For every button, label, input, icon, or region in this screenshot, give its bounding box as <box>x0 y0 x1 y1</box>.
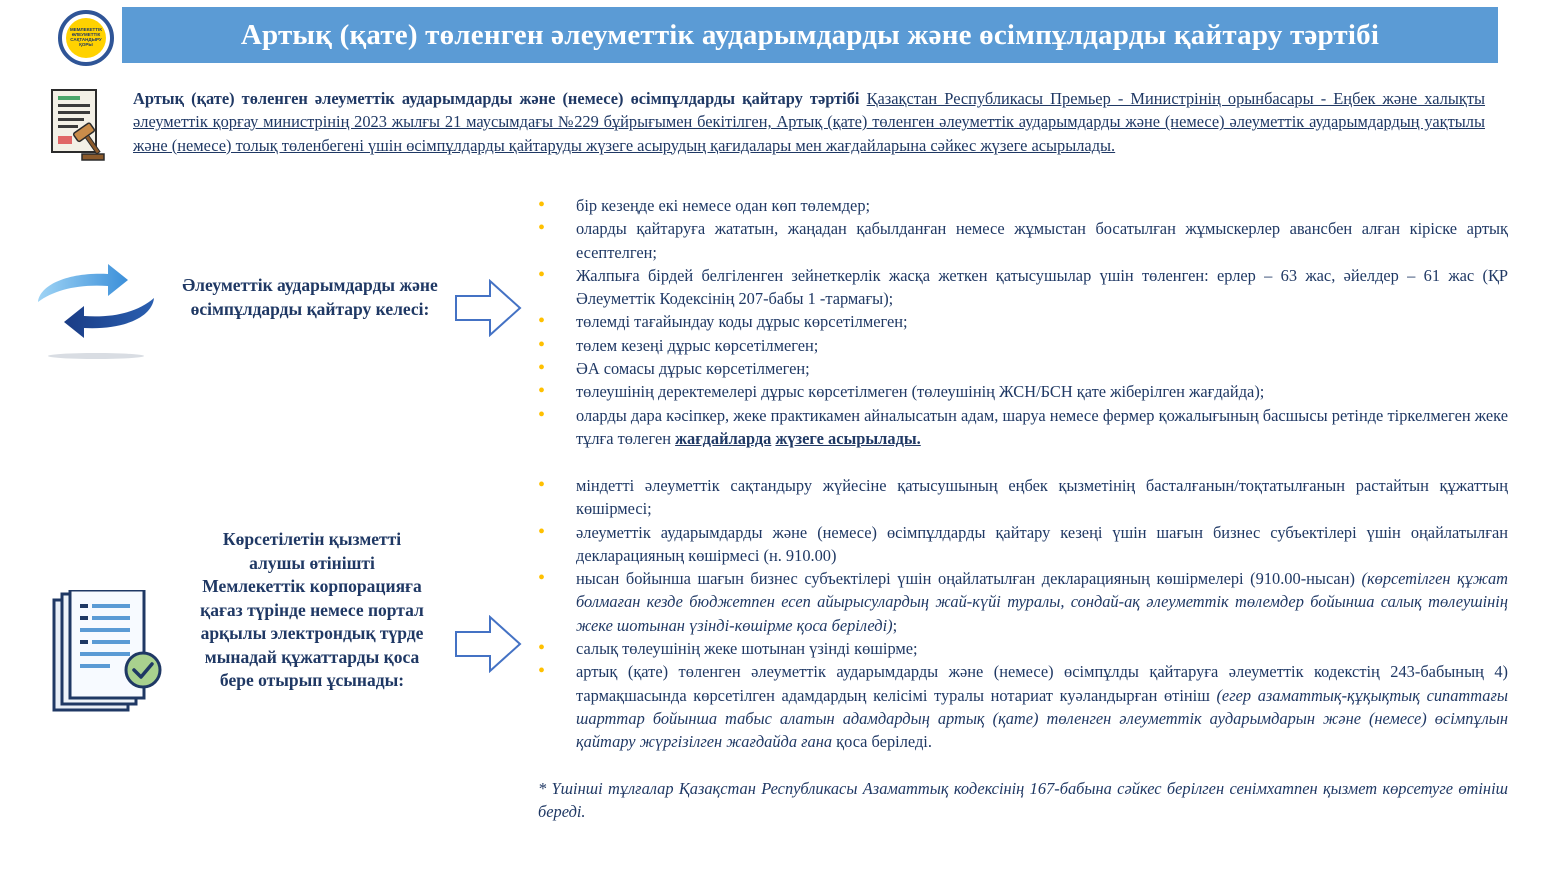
bullet-icon: • <box>538 380 546 403</box>
bullet-icon: • <box>538 263 546 286</box>
emphasis-text: жағдайларда <box>675 428 772 448</box>
list-item: • салық төлеушінің жеке шотынан үзінді көшірме; <box>538 637 918 660</box>
documents-checkmark-icon <box>50 590 165 715</box>
footnote: * Үшінші тұлғалар Қазақстан Республикасы Азаматтық кодексінің 167-бабына сәйкес берілген сенімхатпен қызмет көрсетуге өтініш береді. <box>538 779 1508 822</box>
intro-paragraph <box>133 87 1485 157</box>
bullet-icon: • <box>538 194 546 216</box>
bullet-icon: • <box>538 333 546 356</box>
section2-list <box>538 474 1508 754</box>
section1-list <box>538 194 1508 450</box>
right-arrow-outline-icon <box>454 615 522 673</box>
list-item: • оларды қайтаруға жататын, жаңадан қабылданған немесе жұмыстан босатылған жұмыскерлер авансбен алған кіріске артық есептелген; <box>538 217 1508 262</box>
list-item: • бір кезеңде екі немесе одан көп төлемдер; <box>538 194 871 216</box>
list-item: • төлемді тағайындау коды дұрыс көрсетілмеген; <box>538 310 908 333</box>
bullet-icon: • <box>538 637 546 660</box>
list-item: • артық (қате) төленген әлеуметтік аударымдарды және (немесе) өсімпұлды қайтаруға әлеуметтік кодекстің 243-бабының 4) тармақшасында көрсетілген адамдардың келісімі туралы нотариат куәландырған өтініш (егер азаматтық-құқықтық сипаттағы шарттар бойынша табыс алатын адамдардың артық (қате) төленген әлеуметтік аударымдарын және (немесе) өсімпұлын қайтару жүргізілген жағдайда ғана қоса беріледі. <box>538 660 1508 752</box>
list-item: • төлеушінің деректемелері дұрыс көрсетілмеген (төлеушінің ЖСН/БСН қате жіберілген жағдайда); <box>538 380 1265 403</box>
list-item: • төлем кезеңі дұрыс көрсетілмеген; <box>538 333 819 356</box>
bullet-icon: • <box>538 567 546 590</box>
logo <box>58 10 114 66</box>
bullet-icon: • <box>538 474 546 496</box>
emphasis-text: жүзеге асырылады. <box>775 428 921 448</box>
italic-note: (егер азаматтық-құқықтық сипаттағы шарттар бойынша табыс алатын адамдардың артық (қате) төленген әлеуметтік аударымдарын және (немесе) өсімпұлын қайтару жүргізілген жағдайда ғана <box>576 685 1508 752</box>
list-item: • ӘА сомасы дұрыс көрсетілмеген; <box>538 357 810 380</box>
bullet-icon: • <box>538 403 546 426</box>
page-title: Артық (қате) төленген әлеуметтік аударымдарды және өсімпұлдарды қайтару тәртібі <box>240 18 1380 51</box>
bullet-icon: • <box>538 217 546 240</box>
intro-bold: Артық (қате) төленген әлеуметтік аударымдарды және (немесе) өсімпұлдарды қайтару тәртібі <box>133 89 860 108</box>
italic-note: (көрсетілген құжат болмаған кезде бюджетпен есеп айырысулардың жай-күйі туралы, сондай-ақ әлеуметтік төлемдер бойынша салық төлеушінің жеке шотынан үзінді-көшірме қоса беріледі) <box>576 569 1508 635</box>
list-item: • нысан бойынша шағын бизнес субъектілері үшін оңайлатылған декларацияның көшірмелері (910.00-нысан) (көрсетілген құжат болмаған кезде бюджетпен есеп айырысулардың жай-күйі туралы, сондай-ақ әлеуметтік төлемдер бойынша салық төлеушінің жеке шотынан үзінді-көшірме қоса беріледі); <box>538 567 1508 635</box>
section1-label: Әлеуметтік аударымдарды және өсімпұлдарды қайтару келесі: <box>182 275 438 319</box>
logo-text: МЕМЛЕКЕТТІК ӘЛЕУМЕТТІК САҚТАНДЫРУ ҚОРЫ <box>66 18 106 58</box>
list-item: • Жалпыға бірдей белгіленген зейнеткерлік жасқа жеткен қатысушылар үшін төленген: ерлер – 63 жас, әйелдер – 61 жас (ҚР Әлеуметтік Кодексінің 207-бабы 1 -тармағы); <box>538 263 1508 309</box>
refresh-arrows-icon <box>30 258 160 362</box>
list-item: • оларды дара кәсіпкер, жеке практикамен айналысатын адам, шаруа немесе фермер қожалығының басшысы ретінде тіркелмеген жеке тұлға төлеген жағдайларда жүзеге асырылады. <box>538 403 1508 448</box>
intro-underlined: Қазақстан Республикасы Премьер - Министрінің орынбасары - Еңбек және халықты әлеуметтік қорғау министрінің 2023 жылғы 21 маусымдағы №229 бұйрығымен бекітілген, Артық (қате) төленген әлеуметтік аударымдарды және (немесе) әлеуметтік аударымдардың уақтылы және (немесе) толық төленбегені үшін өсімпұлдарды қайтаруды жүзеге асырудың қағидалары мен жағдайларына сәйкес жүзеге асырылады. <box>133 89 1486 155</box>
list-item: • әлеуметтік аударымдарды және (немесе) өсімпұлдарды қайтару кезеңі үшін шағын бизнес субъектілері үшін оңайлатылған декларацияның көшірмесі (н. 910.00) <box>538 520 1508 565</box>
bullet-icon: • <box>538 357 546 380</box>
list-item: • міндетті әлеуметтік сақтандыру жүйесіне қатысушының еңбек қызметінің басталғанын/тоқтатылғанын растайтын құжаттың көшірмесі; <box>538 474 1508 519</box>
legal-document-gavel-icon <box>48 88 106 162</box>
bullet-icon: • <box>538 520 546 543</box>
bullet-icon: • <box>538 310 546 333</box>
bullet-icon: • <box>538 660 546 683</box>
header-banner <box>122 7 1498 63</box>
section2-label: Көрсетілетін қызметті алушы өтінішті Мемлекеттік корпорацияға қағаз түрінде немесе портал арқылы электрондық түрде мынадай құжаттарды қоса бере отырып ұсынады: <box>200 529 424 690</box>
right-arrow-outline-icon <box>454 279 522 337</box>
